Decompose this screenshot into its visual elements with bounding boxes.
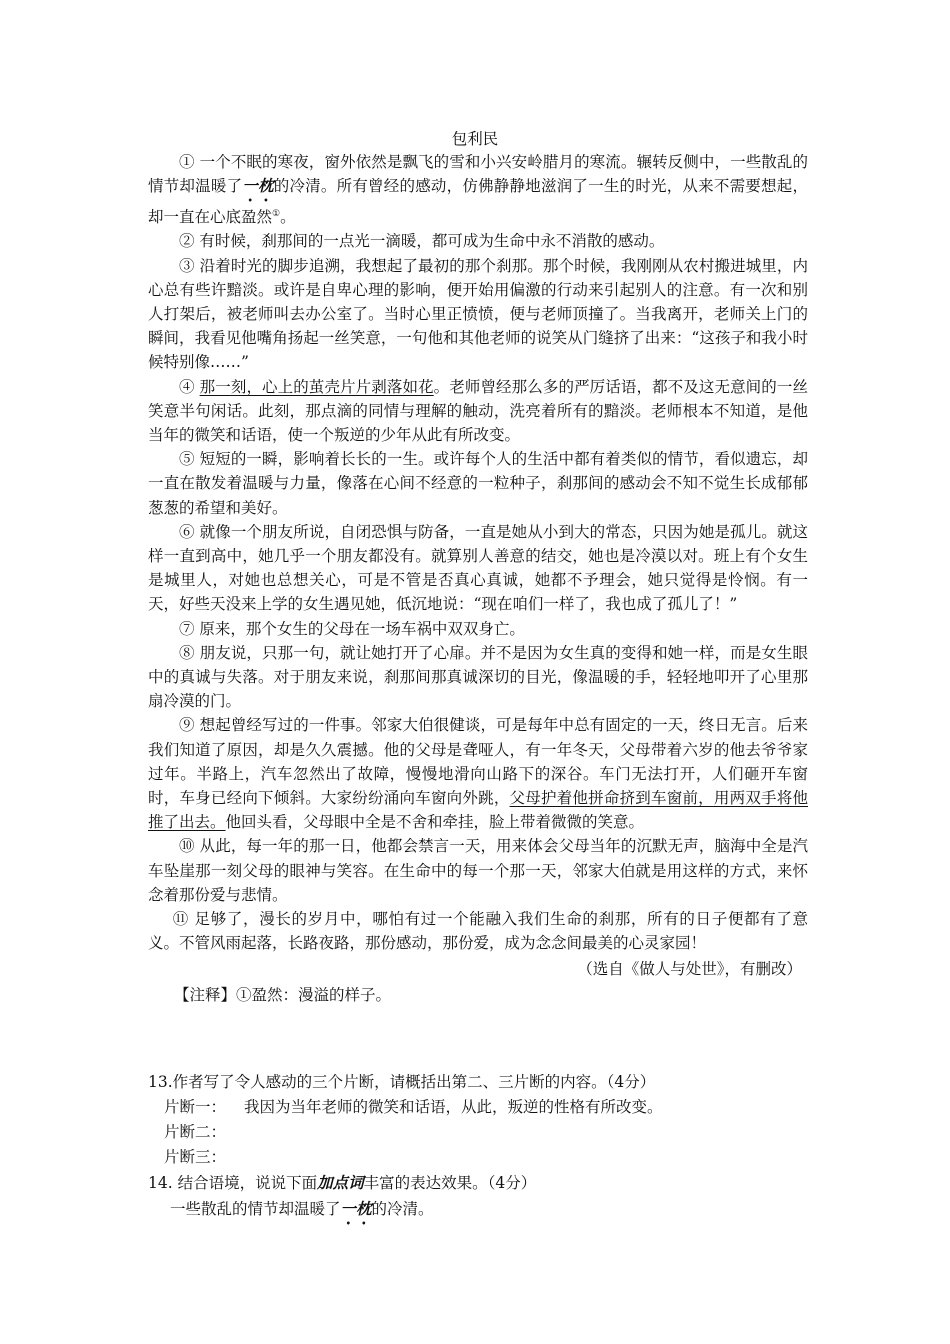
fragment-1 — [148, 1095, 808, 1120]
paragraph-9 — [148, 713, 808, 834]
question-14-sentence — [148, 1196, 808, 1228]
paragraph-10: ⑩ 从此，每一年的那一日，他都会禁言一天，用来体会父母当年的沉默无声，脑海中全是汽车坠崖那一刻父母的眼神与笑容。在生命中的每一个那一天，邻家大伯就是用这样的方式，来怀念着那份爱与悲情。 — [148, 837, 808, 904]
paragraph-8: ⑧ 朋友说，只那一句，就让她打开了心扉。并不是因为女生真的变得和她一样，而是女生眼中的真诚与失落。对于朋友来说，刹那间那真诚深切的目光，像温暖的手，轻轻地叩开了心里那扇冷漠的门。 — [148, 643, 808, 711]
paragraph-4 — [148, 375, 808, 448]
paragraph-1-text-a: ① 一个不眠的寒夜，窗外依然是飘飞的雪和小兴安岭腊月的寒流。辗转反侧中，一些散乱的情节却温暖了 — [148, 153, 808, 196]
sentence-dotted-word: 一枕 — [340, 1199, 372, 1218]
paragraph-7: ⑦ 原来，那个女生的父母在一场车祸中双双身亡。 — [179, 619, 525, 638]
footnote-marker: ① — [272, 209, 281, 220]
underlined-sentence-2: 父母护着他拼命挤到车窗前，用两双手将他推了出去。 — [148, 789, 808, 832]
article-author: 包利民 — [451, 130, 499, 148]
underlined-sentence-1: 那一刻，心上的茧壳片片剥落如花 — [199, 377, 434, 396]
paragraph-9-text-b: 他回头看，父母眼中全是不舍和牵挂，脸上带着微微的笑意。 — [225, 813, 645, 832]
question-13: 13.作者写了令人感动的三个片断，请概括出第二、三片断的内容。（4分） — [148, 1073, 656, 1091]
fragment-1-answer: 我因为当年老师的微笑和话语，从此，叛逆的性格有所改变。 — [244, 1098, 663, 1116]
fragment-2-label: 片断二： — [164, 1123, 227, 1141]
footnote: 【注释】①盈然：漫溢的样子。 — [174, 985, 392, 1004]
paragraph-9-text-a: ⑨ 想起曾经写过的一件事。邻家大伯很健谈，可是每年中总有固定的一天，终日无言。后来我们知道了原因，却是久久震撼。他的父母是聋哑人，有一年冬天，父母带着六岁的他去爷爷家过年。半路上，汽车忽然出了故障，慢慢地滑向山路下的深谷。车门无法打开，人们砸开车窗时，车身已经向下倾斜。大家纷纷涌向车窗向外跳， — [148, 716, 808, 808]
article-source: （选自《做人与处世》，有删改） — [577, 959, 802, 978]
questions-section — [148, 1070, 808, 1228]
article-body — [148, 150, 808, 1008]
question-14 — [148, 1170, 808, 1196]
question-14-text-a: 14. 结合语境，说说下面 — [148, 1174, 318, 1192]
fragment-2 — [148, 1120, 808, 1145]
sentence-text-a: 一些散乱的情节却温暖了 — [170, 1200, 341, 1218]
sentence-text-b: 的冷清。 — [371, 1200, 434, 1218]
paragraph-1-text-b: 的冷清。所有曾经的感动，仿佛静静地滋润了一生的时光，从来不需要想起，却一直在心底盈然 — [148, 177, 808, 227]
fragment-3 — [148, 1145, 808, 1170]
paragraph-2: ② 有时候，刹那间的一点光一滴暖，都可成为生命中永不消散的感动。 — [179, 232, 665, 251]
paragraph-3: ③ 沿着时光的脚步追溯，我想起了最初的那个刹那。那个时候，我刚刚从农村搬进城里，内心总有些许黯淡。或许是自卑心理的影响，便开始用偏激的行动来引起别人的注意。有一次和别人打架后，被老师叫去办公室了。当时心里正愤愤，便与老师顶撞了。当我离开，老师关上门的瞬间，我看见他嘴角扬起一丝笑意，一句他和其他老师的说笑从门缝挤了出来：“这孩子和我小时候特别像……” — [148, 256, 808, 372]
paragraph-1-text-c: 。 — [280, 208, 296, 227]
question-14-text-b: 丰富的表达效果。（4分） — [363, 1174, 537, 1192]
paragraph-4-text: 。老师曾经那么多的严厉话语，都不及这无意间的一丝笑意半句闲话。此刻，那点滴的同情与理解的触动，洗亮着所有的黯淡。老师根本不知道，是他当年的微笑和话语，使一个叛逆的少年从此有所改变。 — [148, 377, 808, 445]
fragment-3-label: 片断三： — [164, 1148, 227, 1166]
paragraph-4-prefix: ④ — [179, 377, 200, 396]
dotted-word: 一枕 — [242, 176, 274, 196]
question-14-keyword: 加点词 — [317, 1173, 364, 1192]
paragraph-11: ⑪ 足够了，漫长的岁月中，哪怕有过一个能融入我们生命的刹那，所有的日子便都有了意义。不管风雨起落，长路夜路，那份感动，那份爱，成为念念间最美的心灵家园！ — [148, 910, 808, 953]
paragraph-6: ⑥ 就像一个朋友所说，自闭恐惧与防备，一直是她从小到大的常态，只因为她是孤儿。就这样一直到高中，她几乎一个朋友都没有。就算别人善意的结交，她也是冷漠以对。班上有个女生是城里人，对她也总想关心，可是不管是否真心真诚，她都不予理会，她只觉得是怜悯。有一天，好些天没来上学的女生遇见她，低沉地说：“现在咱们一样了，我也成了孤儿了！” — [148, 522, 808, 614]
fragment-1-label: 片断一： — [164, 1098, 227, 1116]
paragraph-5: ⑤ 短短的一瞬，影响着长长的一生。或许每个人的生活中都有着类似的情节，看似遗忘，却一直在散发着温暖与力量，像落在心间不经意的一粒种子，刹那间的感动会不知不觉生长成郁郁葱葱的希望和美好。 — [148, 450, 808, 517]
paragraph-1 — [148, 150, 808, 229]
